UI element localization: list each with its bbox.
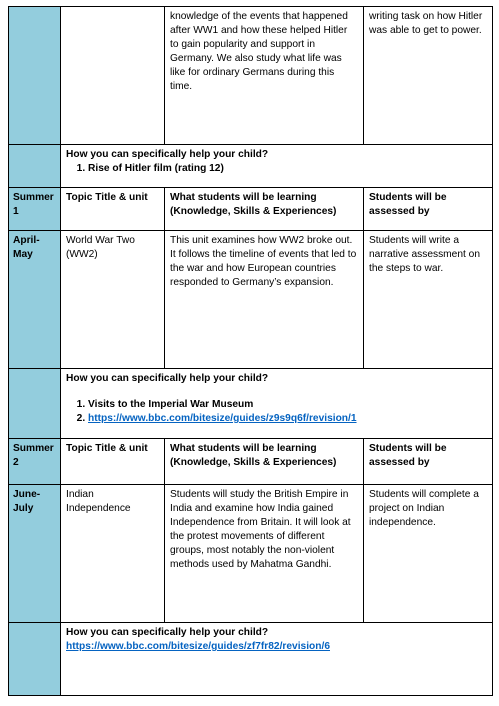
side-cell (9, 369, 61, 439)
table-row (9, 188, 493, 231)
side-cell (9, 623, 61, 696)
table-row (9, 7, 493, 145)
help-title: How you can specifically help your child? (66, 149, 269, 160)
list-item (88, 412, 487, 426)
term-label: Summer 2 (9, 439, 61, 485)
side-cell (9, 145, 61, 188)
help-title: How you can specifically help your child? (66, 627, 269, 638)
assessed-cell: Students will complete a project on Indian independence. (364, 485, 493, 623)
help-cell (61, 369, 493, 439)
topic-cell: Indian Independence (61, 485, 165, 623)
help-cell (61, 623, 493, 696)
curriculum-table (8, 6, 493, 696)
column-header-topic: Topic Title & unit (61, 439, 165, 485)
column-header-learning: What students will be learning (Knowledge, Skills & Experiences) (165, 188, 364, 231)
help-list (66, 162, 487, 176)
side-cell (9, 7, 61, 145)
bbc-bitesize-link[interactable]: https://www.bbc.com/bitesize/guides/zf7fr82/revision/6 (66, 641, 330, 652)
learning-cell: knowledge of the events that happened after WW1 and how these helped Hitler to gain popularity and support in Germany. We also study what life was like for ordinary Germans during this time. (165, 7, 364, 145)
learning-cell: This unit examines how WW2 broke out. It follows the timeline of events that led to the war and how European countries responded to Germany’s expansion. (165, 231, 364, 369)
topic-cell: World War Two (WW2) (61, 231, 165, 369)
column-header-assessed: Students will be assessed by (364, 439, 493, 485)
column-header-topic: Topic Title & unit (61, 188, 165, 231)
table-row (9, 623, 493, 696)
table-row (9, 485, 493, 623)
term-label: Summer 1 (9, 188, 61, 231)
assessed-cell: Students will write a narrative assessment on the steps to war. (364, 231, 493, 369)
period-label: April-May (9, 231, 61, 369)
bbc-bitesize-link[interactable]: https://www.bbc.com/bitesize/guides/z9s9q6f/revision/1 (88, 413, 357, 424)
help-cell (61, 145, 493, 188)
column-header-learning: What students will be learning (Knowledge, Skills & Experiences) (165, 439, 364, 485)
column-header-assessed: Students will be assessed by (364, 188, 493, 231)
table-row (9, 369, 493, 439)
table-row (9, 439, 493, 485)
learning-cell: Students will study the British Empire in India and examine how India gained Independence from Britain. It will look at the protest movements of different groups, most notably the non-violent methods used by Mahatma Gandhi. (165, 485, 364, 623)
list-item: 1. Rise of Hitler film (rating 12) (88, 162, 487, 176)
table-row (9, 231, 493, 369)
list-item: 1. Visits to the Imperial War Museum (88, 398, 487, 412)
assessed-cell: writing task on how Hitler was able to get to power. (364, 7, 493, 145)
topic-cell (61, 7, 165, 145)
help-list (66, 398, 487, 426)
period-label: June-July (9, 485, 61, 623)
table-row (9, 145, 493, 188)
help-title: How you can specifically help your child? (66, 373, 269, 384)
